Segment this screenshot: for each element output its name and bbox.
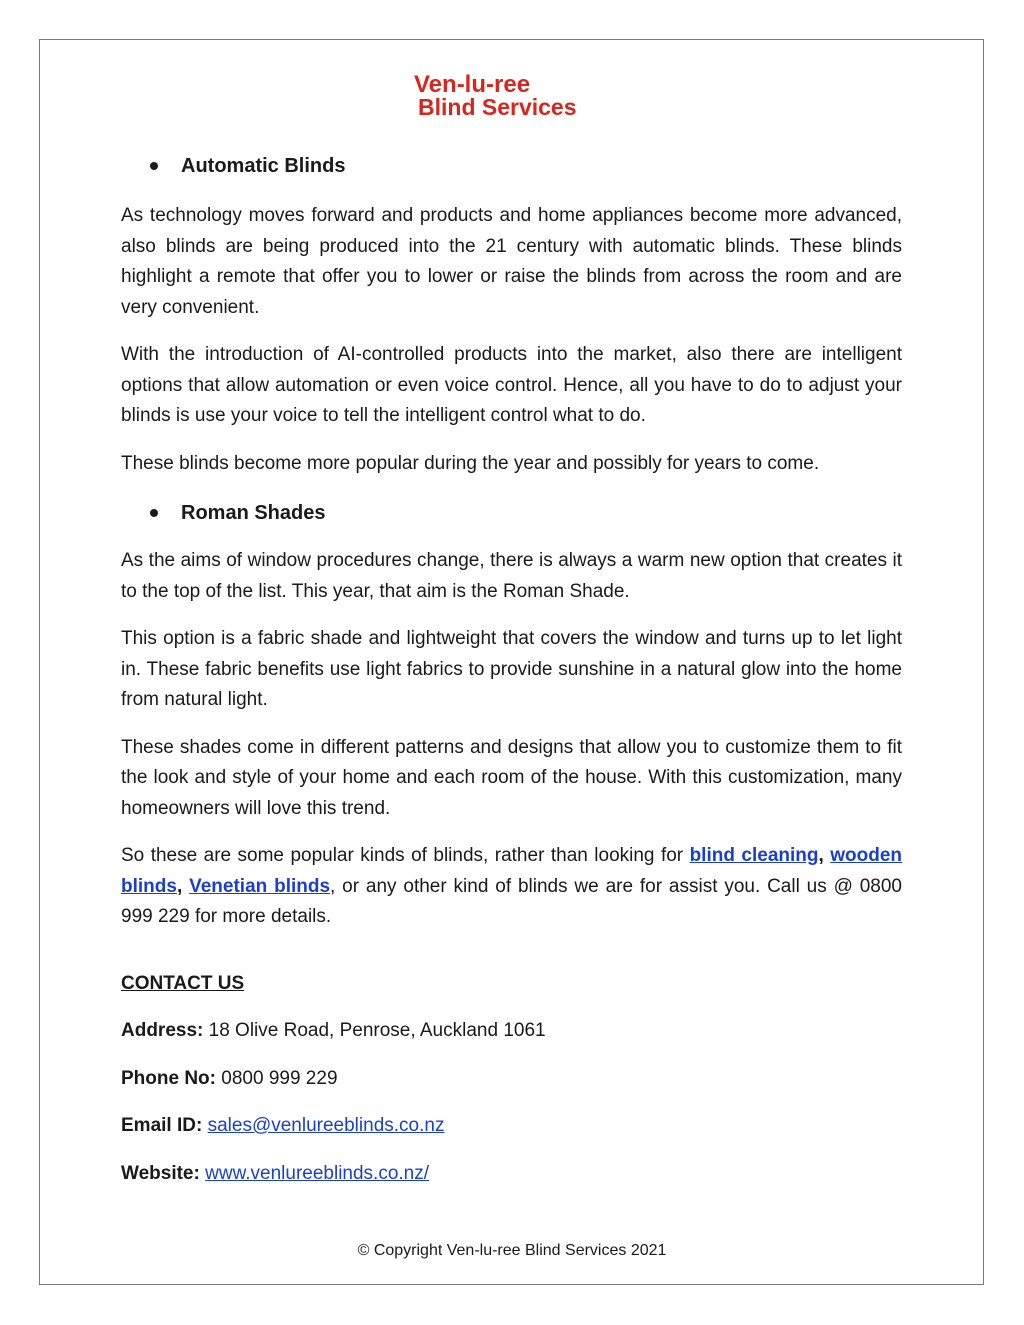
separator: , [818,845,831,866]
contact-website [121,1159,902,1190]
section-heading-automatic-blinds [121,150,902,182]
logo-line-1: Ven-lu-ree [414,71,531,98]
paragraph: These shades come in different patterns and designs that allow you to customize them to fit the look and style of your home and each room of the house. With this customization, many homeowners will love this trend. [121,736,902,819]
closing-paragraph [121,841,902,933]
contact-address [121,1016,902,1047]
email-link[interactable]: sales@venlureeblinds.co.nz [207,1115,445,1136]
section-heading-text: Roman Shades [181,502,326,524]
copyright-footer: © Copyright Ven-lu-ree Blind Services 2021 [357,1242,667,1259]
section-heading-roman-shades [121,497,902,529]
email-label: Email ID: [121,1115,203,1136]
paragraph: As the aims of window procedures change, there is always a warm new option that creates it to the top of the list. This year, that aim is the Roman Shade. [121,550,902,602]
address-value: 18 Olive Road, Penrose, Auckland 1061 [208,1020,546,1041]
contact-phone [121,1064,902,1095]
bullet-icon [150,509,158,517]
venetian-blinds-link[interactable]: Venetian blinds [189,875,331,897]
address-label: Address: [121,1020,204,1041]
section-heading-text: Automatic Blinds [181,155,346,177]
separator: , [176,875,190,897]
contact-email [121,1111,902,1142]
contact-us-heading: CONTACT US [121,972,245,994]
logo-line-2: Blind Services [418,94,577,120]
company-logo [412,69,617,121]
paragraph: As technology moves forward and products and home appliances become more advanced, also blinds are being produced into the 21 century with automatic blinds. These blinds highlight a remote that offer you to lower or raise the blinds from across the room and are very convenient. [121,205,902,318]
blind-cleaning-link[interactable]: blind cleaning [689,845,819,866]
paragraph: With the introduction of AI-controlled products into the market, also there are intelligent options that allow automation or even voice control. Hence, all you have to do to adjust your blinds is use your voice to tell the intelligent control what to do. [121,344,902,426]
paragraph: This option is a fabric shade and lightweight that covers the window and turns up to let light in. These fabric benefits use light fabrics to provide sunshine in a natural glow into the home from natural light. [121,628,902,710]
document-body [121,150,902,1189]
phone-label: Phone No: [121,1067,216,1089]
paragraph: These blinds become more popular during the year and possibly for years to come. [121,452,820,474]
phone-value: 0800 999 229 [221,1067,338,1089]
wooden-blinds-link[interactable]: wooden blinds [121,845,902,897]
closing-text-end: , or any other kind of blinds we are for assist you. Call us @ 0800 999 229 for more details. [121,875,902,927]
website-link[interactable]: www.venlureeblinds.co.nz/ [205,1162,430,1184]
bullet-icon [150,162,158,170]
closing-text-start: So these are some popular kinds of blinds, rather than looking for [121,845,690,866]
website-label: Website: [121,1162,200,1184]
